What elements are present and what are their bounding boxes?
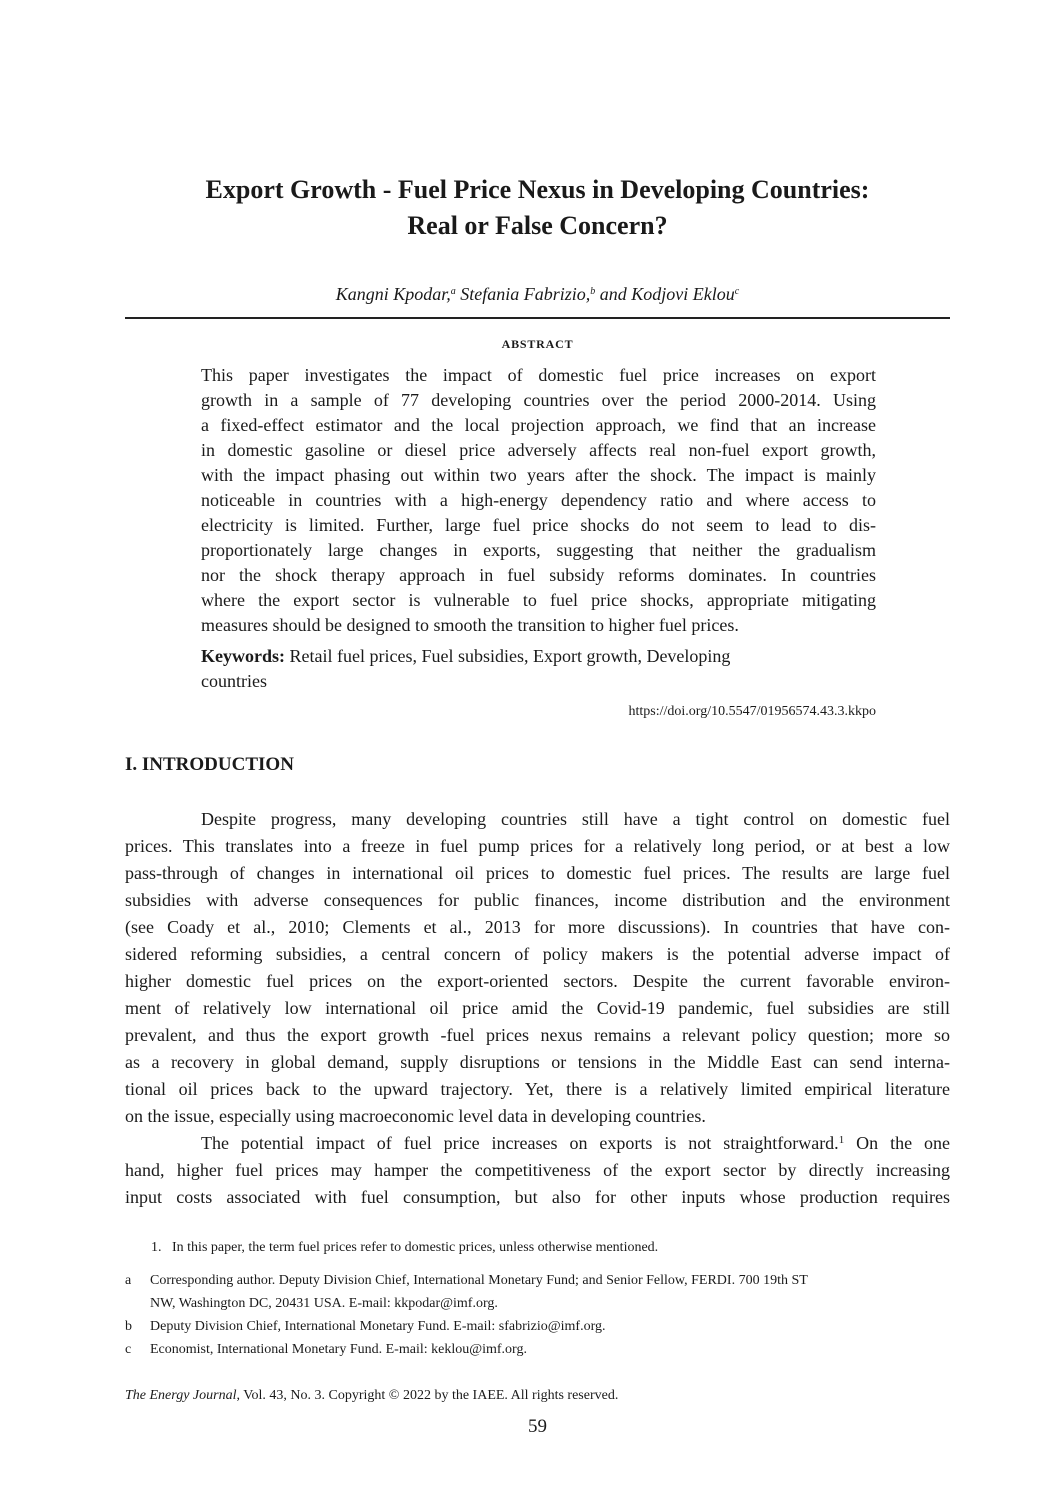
footnote-text: In this paper, the term fuel prices refer to domestic prices, unless otherwise mentioned. — [172, 1240, 659, 1255]
body-line: ment of relatively low international oil price amid the Covid-19 pandemic, fuel subsidies are still — [125, 998, 950, 1018]
body-line: Despite progress, many developing countries still have a tight control on domestic fuel — [201, 809, 950, 829]
body-line: input costs associated with fuel consumption, but also for other inputs whose production requires — [125, 1187, 950, 1207]
keywords-text: countries — [201, 671, 267, 691]
author-name: and Kodjovi Eklou — [595, 284, 735, 304]
body-line: pass-through of changes in international oil prices to domestic fuel prices. The results are large fuel — [125, 863, 950, 883]
intro-body — [125, 806, 950, 1211]
header-divider — [125, 317, 950, 319]
body-line: hand, higher fuel prices may hamper the competitiveness of the export sector by directly increasing — [125, 1160, 950, 1180]
keywords — [201, 644, 876, 694]
page-number: 59 — [528, 1416, 547, 1437]
keywords-label: Keywords: — [201, 646, 285, 666]
body-line — [125, 1130, 950, 1157]
title-line-1: Export Growth - Fuel Price Nexus in Developing Countries: — [205, 175, 870, 204]
journal-name: The Energy Journal — [125, 1388, 237, 1403]
body-line: higher domestic fuel prices on the export-oriented sectors. Despite the current favorable environ- — [125, 971, 950, 991]
footnote-text: NW, Washington DC, 20431 USA. E-mail: kkpodar@imf.org. — [150, 1296, 498, 1311]
doi-link[interactable]: https://doi.org/10.5547/01956574.43.3.kkpo — [628, 704, 876, 719]
footnote-marker: a — [125, 1273, 132, 1288]
footnote-item — [125, 1315, 950, 1338]
footnote-marker: b — [125, 1319, 132, 1334]
abstract-line: measures should be designed to smooth the transition to higher fuel prices. — [201, 615, 739, 635]
abstract-line: with the impact phasing out within two years after the shock. The impact is mainly — [201, 465, 876, 485]
affiliation-mark: c — [734, 286, 740, 297]
paper-title — [125, 172, 950, 244]
body-line: subsidies with adverse consequences for public finances, income distribution and the environment — [125, 890, 950, 910]
abstract-line: in domestic gasoline or diesel price adversely affects real non-fuel export growth, — [201, 440, 876, 460]
affiliation-mark: a — [450, 286, 456, 297]
abstract-line: electricity is limited. Further, large fuel price shocks do not seem to lead to dis- — [201, 515, 876, 535]
abstract-line: a fixed-effect estimator and the local projection approach, we find that an increase — [201, 415, 876, 435]
footnote-marker: c — [125, 1342, 132, 1357]
abstract-line: noticeable in countries with a high-energy dependency ratio and where access to — [201, 490, 876, 510]
footnote-text: Economist, International Monetary Fund. E-mail: keklou@imf.org. — [150, 1342, 527, 1357]
body-line: tional oil prices back to the upward trajectory. Yet, there is a relatively limited empirical literature — [125, 1079, 950, 1099]
footnote-item — [125, 1338, 950, 1361]
abstract-text — [201, 363, 876, 638]
abstract-line: nor the shock therapy approach in fuel subsidy reforms dominates. In countries — [201, 565, 876, 585]
footnote-ref[interactable]: 1 — [838, 1134, 845, 1146]
body-line: prevalent, and thus the export growth -fuel prices nexus remains a relevant policy question; more so — [125, 1025, 950, 1045]
body-line: sidered reforming subsidies, a central concern of policy makers is the potential adverse impact of — [125, 944, 950, 964]
journal-footer — [125, 1386, 618, 1406]
author-name: Kangni Kpodar, — [335, 284, 451, 304]
author-list — [125, 282, 950, 306]
abstract-line: where the export sector is vulnerable to fuel price shocks, appropriate mitigating — [201, 590, 876, 610]
body-line: as a recovery in global demand, supply disruptions or tensions in the Middle East can send interna- — [125, 1052, 950, 1072]
abstract-heading: ABSTRACT — [501, 337, 574, 351]
body-line: on the issue, especially using macroeconomic level data in developing countries. — [125, 1106, 706, 1126]
footnote-marker: 1. — [151, 1240, 162, 1255]
footnote-item — [125, 1269, 950, 1315]
author-name: Stefania Fabrizio, — [455, 284, 591, 304]
keywords-text: Retail fuel prices, Fuel subsidies, Export growth, Developing — [285, 646, 731, 666]
footnote-item — [125, 1236, 950, 1259]
abstract-line: This paper investigates the impact of domestic fuel price increases on export — [201, 365, 876, 385]
section-heading: I. INTRODUCTION — [125, 754, 294, 775]
copyright-text: , Vol. 43, No. 3. Copyright © 2022 by the IAEE. All rights reserved. — [236, 1388, 619, 1403]
footnotes — [125, 1236, 950, 1361]
body-text: The potential impact of fuel price increases on exports is not straightforward. — [201, 1133, 839, 1153]
title-line-2: Real or False Concern? — [407, 211, 668, 240]
abstract-line: growth in a sample of 77 developing countries over the period 2000-2014. Using — [201, 390, 876, 410]
body-text: On the one — [844, 1133, 950, 1153]
footnote-text: Deputy Division Chief, International Monetary Fund. E-mail: sfabrizio@imf.org. — [150, 1319, 606, 1334]
abstract-line: proportionately large changes in exports, suggesting that neither the gradualism — [201, 540, 876, 560]
body-line: prices. This translates into a freeze in fuel pump prices for a relatively long period, or at best a low — [125, 836, 950, 856]
body-line: (see Coady et al., 2010; Clements et al., 2013 for more discussions). In countries that have con- — [125, 917, 950, 937]
footnote-text: Corresponding author. Deputy Division Chief, International Monetary Fund; and Senior Fellow, FERDI. 700 19th ST — [150, 1273, 808, 1288]
affiliation-mark: b — [590, 286, 596, 297]
